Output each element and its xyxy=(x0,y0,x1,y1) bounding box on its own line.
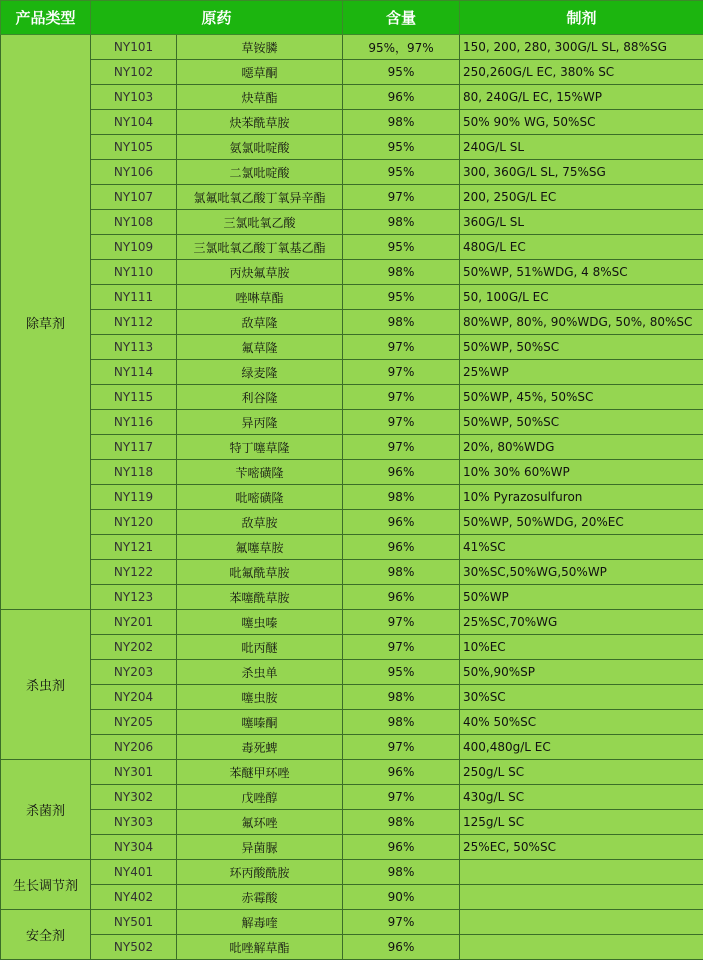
code-cell: NY110 xyxy=(91,260,177,285)
name-cell: 二氯吡啶酸 xyxy=(177,160,343,185)
content-cell: 95% xyxy=(343,235,460,260)
code-cell: NY102 xyxy=(91,60,177,85)
table-row xyxy=(1,660,703,685)
formulation-cell: 10% 30% 60%WP xyxy=(460,460,703,485)
code-cell: NY112 xyxy=(91,310,177,335)
name-cell: 苄嘧磺隆 xyxy=(177,460,343,485)
name-cell: 吡嘧磺隆 xyxy=(177,485,343,510)
content-cell: 98% xyxy=(343,560,460,585)
content-cell: 98% xyxy=(343,210,460,235)
table-row xyxy=(1,385,703,410)
name-cell: 杀虫单 xyxy=(177,660,343,685)
formulation-cell: 80%WP, 80%, 90%WDG, 50%, 80%SC xyxy=(460,310,703,335)
table-row xyxy=(1,835,703,860)
code-cell: NY402 xyxy=(91,885,177,910)
code-cell: NY123 xyxy=(91,585,177,610)
formulation-cell xyxy=(460,885,703,910)
code-cell: NY107 xyxy=(91,185,177,210)
header-row xyxy=(1,1,703,35)
code-cell: NY103 xyxy=(91,85,177,110)
content-cell: 96% xyxy=(343,510,460,535)
content-cell: 96% xyxy=(343,835,460,860)
code-cell: NY122 xyxy=(91,560,177,585)
name-cell: 利谷隆 xyxy=(177,385,343,410)
name-cell: 毒死蜱 xyxy=(177,735,343,760)
code-cell: NY121 xyxy=(91,535,177,560)
name-cell: 异丙隆 xyxy=(177,410,343,435)
formulation-cell: 50% 90% WG, 50%SC xyxy=(460,110,703,135)
table-row xyxy=(1,910,703,935)
name-cell: 敌草胺 xyxy=(177,510,343,535)
content-cell: 98% xyxy=(343,860,460,885)
content-cell: 96% xyxy=(343,585,460,610)
code-cell: NY111 xyxy=(91,285,177,310)
code-cell: NY501 xyxy=(91,910,177,935)
name-cell: 绿麦隆 xyxy=(177,360,343,385)
content-cell: 96% xyxy=(343,535,460,560)
table-row xyxy=(1,260,703,285)
category-cell: 杀菌剂 xyxy=(1,760,91,860)
name-cell: 敌草隆 xyxy=(177,310,343,335)
content-cell: 97% xyxy=(343,785,460,810)
header-formulation: 制剂 xyxy=(460,1,703,35)
table-row xyxy=(1,435,703,460)
formulation-cell: 240G/L SL xyxy=(460,135,703,160)
code-cell: NY401 xyxy=(91,860,177,885)
table-row xyxy=(1,360,703,385)
table-row xyxy=(1,210,703,235)
name-cell: 唑啉草酯 xyxy=(177,285,343,310)
content-cell: 95% xyxy=(343,160,460,185)
formulation-cell: 480G/L EC xyxy=(460,235,703,260)
content-cell: 90% xyxy=(343,885,460,910)
table-row xyxy=(1,935,703,960)
formulation-cell: 25%EC, 50%SC xyxy=(460,835,703,860)
content-cell: 98% xyxy=(343,685,460,710)
name-cell: 特丁噻草隆 xyxy=(177,435,343,460)
table-row xyxy=(1,60,703,85)
name-cell: 炔苯酰草胺 xyxy=(177,110,343,135)
content-cell: 95% xyxy=(343,60,460,85)
name-cell: 氯氟吡氧乙酸丁氧异辛酯 xyxy=(177,185,343,210)
code-cell: NY104 xyxy=(91,110,177,135)
name-cell: 戊唑醇 xyxy=(177,785,343,810)
content-cell: 98% xyxy=(343,260,460,285)
formulation-cell: 150, 200, 280, 300G/L SL, 88%SG xyxy=(460,35,703,60)
content-cell: 96% xyxy=(343,760,460,785)
name-cell: 苯噻酰草胺 xyxy=(177,585,343,610)
code-cell: NY115 xyxy=(91,385,177,410)
category-cell: 生长调节剂 xyxy=(1,860,91,910)
table-row xyxy=(1,85,703,110)
content-cell: 96% xyxy=(343,460,460,485)
table-row xyxy=(1,760,703,785)
name-cell: 噻虫胺 xyxy=(177,685,343,710)
table-row xyxy=(1,510,703,535)
content-cell: 97% xyxy=(343,910,460,935)
name-cell: 氟环唑 xyxy=(177,810,343,835)
formulation-cell: 50%WP xyxy=(460,585,703,610)
table-row xyxy=(1,885,703,910)
formulation-cell: 50%WP, 50%SC xyxy=(460,410,703,435)
name-cell: 三氯吡氧乙酸丁氧基乙酯 xyxy=(177,235,343,260)
name-cell: 氨氯吡啶酸 xyxy=(177,135,343,160)
content-cell: 98% xyxy=(343,110,460,135)
code-cell: NY205 xyxy=(91,710,177,735)
table-row xyxy=(1,560,703,585)
formulation-cell: 250,260G/L EC, 380% SC xyxy=(460,60,703,85)
code-cell: NY303 xyxy=(91,810,177,835)
name-cell: 三氯吡氧乙酸 xyxy=(177,210,343,235)
code-cell: NY201 xyxy=(91,610,177,635)
name-cell: 环丙酸酰胺 xyxy=(177,860,343,885)
formulation-cell: 25%WP xyxy=(460,360,703,385)
content-cell: 95% xyxy=(343,135,460,160)
category-cell: 除草剂 xyxy=(1,35,91,610)
table-row xyxy=(1,535,703,560)
content-cell: 95% xyxy=(343,285,460,310)
table-body xyxy=(1,35,703,960)
table-row xyxy=(1,185,703,210)
formulation-cell: 10% Pyrazosulfuron xyxy=(460,485,703,510)
table-row xyxy=(1,285,703,310)
formulation-cell: 200, 250G/L EC xyxy=(460,185,703,210)
header-category: 产品类型 xyxy=(1,1,91,35)
content-cell: 98% xyxy=(343,310,460,335)
code-cell: NY304 xyxy=(91,835,177,860)
table-row xyxy=(1,410,703,435)
content-cell: 96% xyxy=(343,935,460,960)
name-cell: 赤霉酸 xyxy=(177,885,343,910)
formulation-cell: 10%EC xyxy=(460,635,703,660)
code-cell: NY301 xyxy=(91,760,177,785)
name-cell: 氟草隆 xyxy=(177,335,343,360)
formulation-cell: 50, 100G/L EC xyxy=(460,285,703,310)
content-cell: 97% xyxy=(343,185,460,210)
table-row xyxy=(1,610,703,635)
formulation-cell: 40% 50%SC xyxy=(460,710,703,735)
name-cell: 噁草酮 xyxy=(177,60,343,85)
code-cell: NY116 xyxy=(91,410,177,435)
header-name: 原药 xyxy=(91,1,343,35)
content-cell: 97% xyxy=(343,435,460,460)
formulation-cell: 25%SC,70%WG xyxy=(460,610,703,635)
header-content: 含量 xyxy=(343,1,460,35)
formulation-cell: 80, 240G/L EC, 15%WP xyxy=(460,85,703,110)
name-cell: 氟噻草胺 xyxy=(177,535,343,560)
formulation-cell: 360G/L SL xyxy=(460,210,703,235)
code-cell: NY119 xyxy=(91,485,177,510)
table-row xyxy=(1,585,703,610)
table-row xyxy=(1,335,703,360)
content-cell: 98% xyxy=(343,710,460,735)
table-row xyxy=(1,160,703,185)
code-cell: NY109 xyxy=(91,235,177,260)
table-row xyxy=(1,235,703,260)
category-cell: 杀虫剂 xyxy=(1,610,91,760)
name-cell: 噻虫嗪 xyxy=(177,610,343,635)
name-cell: 吡唑解草酯 xyxy=(177,935,343,960)
name-cell: 噻嗪酮 xyxy=(177,710,343,735)
code-cell: NY108 xyxy=(91,210,177,235)
content-cell: 97% xyxy=(343,335,460,360)
table-row xyxy=(1,460,703,485)
code-cell: NY117 xyxy=(91,435,177,460)
code-cell: NY302 xyxy=(91,785,177,810)
formulation-cell: 30%SC xyxy=(460,685,703,710)
name-cell: 丙炔氟草胺 xyxy=(177,260,343,285)
table-row xyxy=(1,35,703,60)
table-row xyxy=(1,485,703,510)
content-cell: 97% xyxy=(343,410,460,435)
content-cell: 97% xyxy=(343,385,460,410)
formulation-cell: 50%WP, 45%, 50%SC xyxy=(460,385,703,410)
formulation-cell xyxy=(460,935,703,960)
name-cell: 解毒喹 xyxy=(177,910,343,935)
code-cell: NY118 xyxy=(91,460,177,485)
formulation-cell: 250g/L SC xyxy=(460,760,703,785)
formulation-cell xyxy=(460,910,703,935)
code-cell: NY101 xyxy=(91,35,177,60)
formulation-cell: 20%, 80%WDG xyxy=(460,435,703,460)
formulation-cell: 41%SC xyxy=(460,535,703,560)
table-row xyxy=(1,735,703,760)
formulation-cell: 50%,90%SP xyxy=(460,660,703,685)
code-cell: NY203 xyxy=(91,660,177,685)
table-row xyxy=(1,810,703,835)
name-cell: 吡丙醚 xyxy=(177,635,343,660)
code-cell: NY502 xyxy=(91,935,177,960)
name-cell: 吡氟酰草胺 xyxy=(177,560,343,585)
formulation-cell: 300, 360G/L SL, 75%SG xyxy=(460,160,703,185)
formulation-cell: 50%WP, 50%WDG, 20%EC xyxy=(460,510,703,535)
formulation-cell: 125g/L SC xyxy=(460,810,703,835)
formulation-cell: 400,480g/L EC xyxy=(460,735,703,760)
table-row xyxy=(1,110,703,135)
name-cell: 异菌脲 xyxy=(177,835,343,860)
table-row xyxy=(1,860,703,885)
content-cell: 96% xyxy=(343,85,460,110)
code-cell: NY106 xyxy=(91,160,177,185)
name-cell: 炔草酯 xyxy=(177,85,343,110)
table-row xyxy=(1,135,703,160)
code-cell: NY120 xyxy=(91,510,177,535)
table-row xyxy=(1,710,703,735)
table-row xyxy=(1,635,703,660)
code-cell: NY105 xyxy=(91,135,177,160)
code-cell: NY202 xyxy=(91,635,177,660)
content-cell: 97% xyxy=(343,735,460,760)
name-cell: 草铵膦 xyxy=(177,35,343,60)
content-cell: 98% xyxy=(343,485,460,510)
formulation-cell xyxy=(460,860,703,885)
content-cell: 97% xyxy=(343,610,460,635)
content-cell: 97% xyxy=(343,635,460,660)
formulation-cell: 50%WP, 50%SC xyxy=(460,335,703,360)
code-cell: NY114 xyxy=(91,360,177,385)
table-row xyxy=(1,310,703,335)
formulation-cell: 30%SC,50%WG,50%WP xyxy=(460,560,703,585)
table-row xyxy=(1,785,703,810)
code-cell: NY113 xyxy=(91,335,177,360)
category-cell: 安全剂 xyxy=(1,910,91,960)
content-cell: 98% xyxy=(343,810,460,835)
formulation-cell: 50%WP, 51%WDG, 4 8%SC xyxy=(460,260,703,285)
content-cell: 95% xyxy=(343,660,460,685)
content-cell: 97% xyxy=(343,360,460,385)
content-cell: 95%，97% xyxy=(343,35,460,60)
code-cell: NY204 xyxy=(91,685,177,710)
formulation-cell: 430g/L SC xyxy=(460,785,703,810)
name-cell: 苯醚甲环唑 xyxy=(177,760,343,785)
code-cell: NY206 xyxy=(91,735,177,760)
table-row xyxy=(1,685,703,710)
